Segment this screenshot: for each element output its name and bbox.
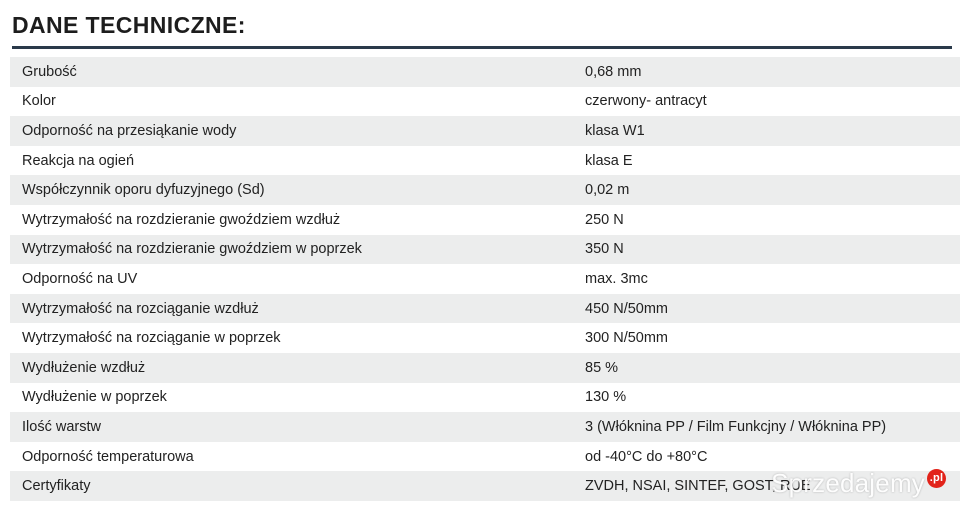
table-row [10, 471, 960, 501]
spec-label: Wytrzymałość na rozdzieranie gwoździem w poprzek [10, 235, 577, 265]
spec-label: Wytrzymałość na rozdzieranie gwoździem wzdłuż [10, 205, 577, 235]
table-row [10, 412, 960, 442]
table-row [10, 146, 960, 176]
title-divider [12, 46, 952, 49]
spec-label: Odporność temperaturowa [10, 442, 577, 472]
table-row [10, 57, 960, 87]
table-row [10, 294, 960, 324]
spec-value: czerwony- antracyt [577, 87, 960, 117]
spec-value: 3 (Włóknina PP / Film Funkcjny / Włóknina PP) [577, 412, 960, 442]
spec-label: Wydłużenie w poprzek [10, 383, 577, 413]
spec-label: Wytrzymałość na rozciąganie wzdłuż [10, 294, 577, 324]
spec-value: 300 N/50mm [577, 323, 960, 353]
watermark-badge: .pl [927, 469, 946, 488]
spec-label: Ilość warstw [10, 412, 577, 442]
page-title: DANE TECHNICZNE: [12, 12, 246, 38]
table-row [10, 235, 960, 265]
table-row [10, 353, 960, 383]
spec-value: 0,68 mm [577, 57, 960, 87]
table-row [10, 264, 960, 294]
spec-label: Grubość [10, 57, 577, 87]
table-row [10, 116, 960, 146]
spec-label: Odporność na UV [10, 264, 577, 294]
spec-label: Wydłużenie wzdłuż [10, 353, 577, 383]
spec-value: 0,02 m [577, 175, 960, 205]
watermark-text: Sprzedajemy [771, 468, 925, 498]
spec-value: 250 N [577, 205, 960, 235]
title-block [0, 0, 960, 49]
spec-value: 85 % [577, 353, 960, 383]
spec-value: klasa E [577, 146, 960, 176]
spec-label: Kolor [10, 87, 577, 117]
spec-value: od -40°C do +80°C [577, 442, 960, 472]
specification-table-body [10, 57, 960, 501]
table-row [10, 175, 960, 205]
table-row [10, 323, 960, 353]
spec-label: Odporność na przesiąkanie wody [10, 116, 577, 146]
spec-value: 130 % [577, 383, 960, 413]
spec-value: klasa W1 [577, 116, 960, 146]
spec-value: 350 N [577, 235, 960, 265]
table-row [10, 87, 960, 117]
spec-label: Współczynnik oporu dyfuzyjnego (Sd) [10, 175, 577, 205]
spec-value: 450 N/50mm [577, 294, 960, 324]
table-row [10, 383, 960, 413]
spec-label: Reakcja na ogień [10, 146, 577, 176]
table-row [10, 442, 960, 472]
spec-value: ZVDH, NSAI, SINTEF, GOST, RUE [577, 471, 960, 501]
table-row [10, 205, 960, 235]
spec-value: max. 3mc [577, 264, 960, 294]
spec-label: Wytrzymałość na rozciąganie w poprzek [10, 323, 577, 353]
spec-label: Certyfikaty [10, 471, 577, 501]
specification-table [10, 57, 960, 501]
